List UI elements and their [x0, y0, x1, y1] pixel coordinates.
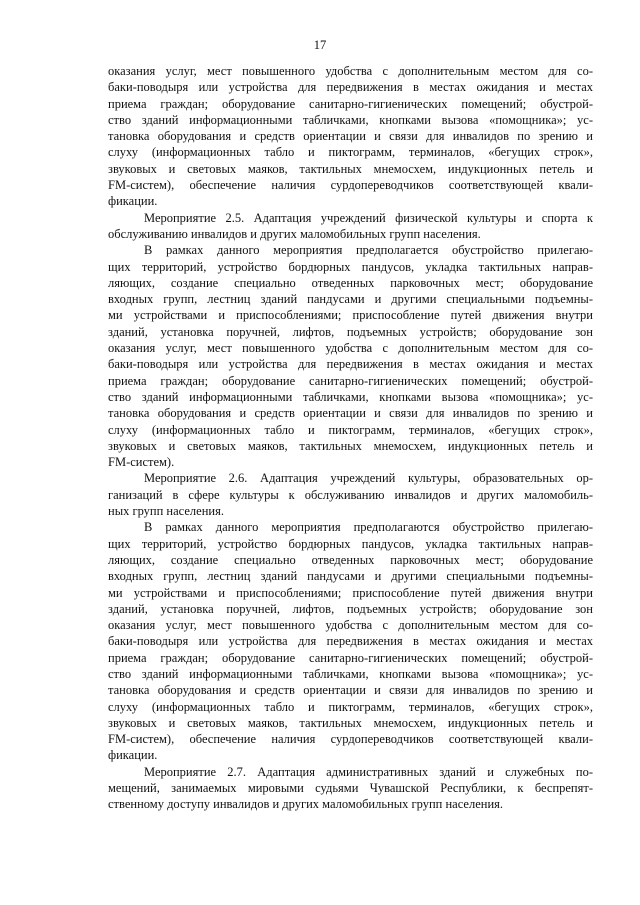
- text-line: оказания услуг, мест повышенного удобства с дополнительным местом для со-: [108, 341, 593, 356]
- paragraph-first-line: Мероприятие 2.5. Адаптация учреждений физической культуры и спорта к: [144, 210, 593, 225]
- paragraph-first-line: Мероприятие 2.6. Адаптация учреждений культуры, образовательных ор-: [144, 471, 593, 486]
- text-line: приема граждан; оборудование санитарно-гигиенических помещений; обустрой-: [108, 96, 593, 111]
- text-line: ганизаций в сфере культуры к обслуживанию инвалидов и других маломобиль-: [108, 487, 593, 502]
- text-line: слуху (информационных табло и пиктограмм, терминалов, «бегущих строк»,: [108, 422, 593, 437]
- text-line: ство зданий информационными табличками, кнопками вызова «помощника»; ус-: [108, 666, 593, 681]
- text-line: тановка оборудования и средств ориентации и связи для инвалидов по зрению и: [108, 683, 593, 698]
- text-line: ляющих, создание специально отведенных парковочных мест; оборудование: [108, 275, 593, 290]
- text-line: оказания услуг, мест повышенного удобства с дополнительным местом для со-: [108, 618, 593, 633]
- text-line: звуковых и световых маяков, тактильных мнемосхем, индукционных петель и: [108, 438, 593, 453]
- text-line: входных групп, лестниц зданий пандусами и другими специальными подъемны-: [108, 569, 593, 584]
- text-line: ственному доступу инвалидов и других маломобильных групп населения.: [108, 797, 504, 812]
- text-line: щих территорий, устройство бордюрных пандусов, укладка тактильных направ-: [108, 536, 593, 551]
- text-line: слуху (информационных табло и пиктограмм, терминалов, «бегущих строк»,: [108, 145, 593, 160]
- text-line: мещений, занимаемых мировыми судьями Чувашской Республики, к беспрепят-: [108, 781, 593, 796]
- text-line: ляющих, создание специально отведенных парковочных мест; оборудование: [108, 552, 593, 567]
- text-line: входных групп, лестниц зданий пандусами и другими специальными подъемны-: [108, 292, 593, 307]
- paragraph-first-line: В рамках данного мероприятия предполагается обустройство прилегаю-: [144, 243, 593, 258]
- text-line: звуковых и световых маяков, тактильных мнемосхем, индукционных петель и: [108, 715, 593, 730]
- text-line: приема граждан; оборудование санитарно-гигиенических помещений; обустрой-: [108, 373, 593, 388]
- text-line: тановка оборудования и средств ориентации и связи для инвалидов по зрению и: [108, 129, 593, 144]
- text-line: звуковых и световых маяков, тактильных мнемосхем, индукционных петель и: [108, 161, 593, 176]
- text-line: зданий, установка поручней, лифтов, подъемных устройств; оборудование зон: [108, 324, 593, 339]
- text-line: оказания услуг, мест повышенного удобства с дополнительным местом для со-: [108, 64, 593, 78]
- text-line: FM-систем).: [108, 455, 175, 470]
- text-line: тановка оборудования и средств ориентации и связи для инвалидов по зрению и: [108, 406, 593, 421]
- text-line: баки-поводыря или устройства для передвижения в местах ожидания и местах: [108, 80, 593, 95]
- text-line: баки-поводыря или устройства для передвижения в местах ожидания и местах: [108, 634, 593, 649]
- text-line: щих территорий, устройство бордюрных пандусов, укладка тактильных направ-: [108, 259, 593, 274]
- text-line: ство зданий информационными табличками, кнопками вызова «помощника»; ус-: [108, 112, 593, 127]
- text-line: FM-систем), обеспечение наличия сурдопереводчиков соответствующей квали-: [108, 732, 593, 747]
- page-number: 17: [313, 38, 327, 52]
- text-line: ми устройствами и приспособлениями; приспособление путей движения внутри: [108, 585, 593, 600]
- text-line: ство зданий информационными табличками, кнопками вызова «помощника»; ус-: [108, 389, 593, 404]
- text-line: обслуживанию инвалидов и других маломобильных групп населения.: [108, 226, 481, 241]
- text-line: ми устройствами и приспособлениями; приспособление путей движения внутри: [108, 308, 593, 323]
- text-line: ных групп населения.: [108, 504, 224, 519]
- text-line: фикации.: [108, 194, 158, 209]
- text-line: фикации.: [108, 748, 158, 763]
- paragraph-first-line: В рамках данного мероприятия предполагаются обустройство прилегаю-: [144, 520, 593, 535]
- text-line: приема граждан; оборудование санитарно-гигиенических помещений; обустрой-: [108, 650, 593, 665]
- body-text: [108, 63, 593, 813]
- text-line: FM-систем), обеспечение наличия сурдопереводчиков соответствующей квали-: [108, 178, 593, 193]
- text-line: баки-поводыря или устройства для передвижения в местах ожидания и местах: [108, 357, 593, 372]
- text-line: зданий, установка поручней, лифтов, подъемных устройств; оборудование зон: [108, 601, 593, 616]
- paragraph-first-line: Мероприятие 2.7. Адаптация административных зданий и служебных по-: [144, 764, 593, 779]
- text-line: слуху (информационных табло и пиктограмм, терминалов, «бегущих строк»,: [108, 699, 593, 714]
